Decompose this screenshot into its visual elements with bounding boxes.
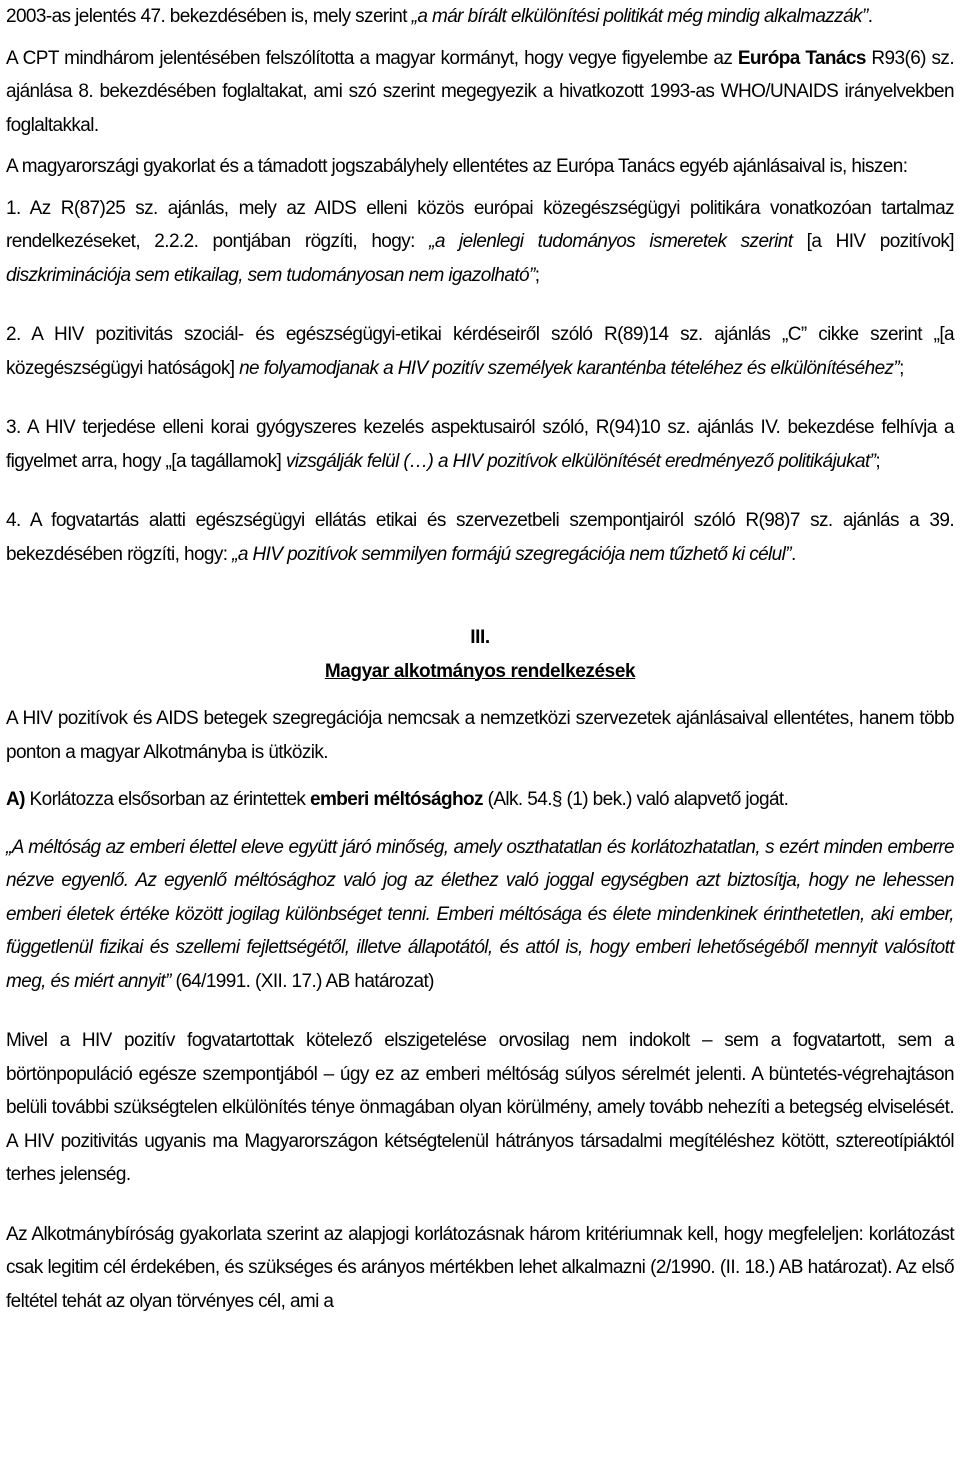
text: [a HIV pozitívok]	[792, 231, 954, 252]
text: .	[791, 543, 796, 565]
paragraph-cpt-recommendation	[6, 42, 954, 143]
paragraph-constitutional-court: Az Alkotmánybíróság gyakorlata szerint az alapjogi korlátozásnak három kritériumnak kell, hogy megfeleljen: korlátozást csak legitim cél érdekében, és szükséges és arányos mértékben lehet alkalmazni (2/1990. (II. 18.) AB határozat). Az első feltétel tehát az olyan törvényes cél, ami a	[6, 1223, 954, 1312]
bold-term: emberi méltósághoz	[310, 789, 483, 810]
list-item-4	[6, 504, 954, 571]
text: (Alk. 54.§ (1) bek.) való alapvető jogát.	[482, 789, 789, 810]
text: ;	[899, 357, 904, 379]
point-label: A)	[6, 789, 25, 810]
text: .	[867, 6, 873, 27]
paragraph-isolation-dignity: Mivel a HIV pozitív fogvatartottak kötelező elszigetelése orvosilag nem indokolt – sem a fogvatartott, sem a börtönpopuláció egésze szempontjából – úgy ez az emberi méltóság súlyos sérelmét jelenti. A büntetés-végrehajtáson belüli további szükségtelen elkülönítés ténye önmagában olyan körülmény, amely tovább nehezíti a betegség elviselését. A HIV pozitivitás ugyanis ma Magyarországon kétségtelenül hátrányos társadalmi megítéléshez kötött, sztereotípiáktól terhes jelenség.	[6, 1030, 954, 1185]
section-title: Magyar alkotmányos rendelkezések	[324, 660, 636, 682]
quote: ne folyamodjanak a HIV pozitív személyek karanténba tételéhez és elkülönítéséhez”	[239, 357, 900, 379]
quote: diszkriminációja sem etikailag, sem tudományosan nem igazolható”	[6, 264, 535, 286]
text: 2. A HIV pozitivitás szociál- és egészségügyi-etikai kérdéseiről szóló R(89)14 sz. ajánlás „C” cikke szerint „[a közegészségügyi hatóságok]	[6, 324, 954, 379]
text: 3. A HIV terjedése elleni korai gyógyszeres kezelés aspektusairól szóló, R(94)10 sz. ajánlás IV. bekezdése felhívja a figyelmet arra, hogy „[a tagállamok]	[6, 417, 954, 472]
quote: vizsgálják felül (…) a HIV pozitívok elkülönítését eredményező politikájukat”	[285, 450, 876, 472]
quote: „a HIV pozitívok semmilyen formájú szegregációja nem tűzhető ki célul”	[232, 543, 791, 565]
list-item-2	[6, 318, 954, 385]
text: 2003-as jelentés 47. bekezdésében is, mely szerint	[6, 6, 412, 27]
section-number: III.	[470, 627, 490, 648]
quote: „a már bírált elkülönítési politikát még mindig alkalmazzák”	[411, 6, 868, 27]
quote: „A méltóság az emberi élettel eleve együtt járó minőség, amely oszthatatlan és korlátozhatatlan, s ezért minden emberre nézve egyenlő. Az egyenlő méltósághoz való jog az élethez való joggal egységben azt biztosítja, hogy ne lehessen emberi életek értéke között jogilag különbséget tenni. Emberi méltósága és élete mindenkinek érinthetetlen, aki ember, függetlenül fizikai és szellemi fejlettségétől, illetve állapotától, és attól is, hogy emberi lehetőségéből mennyit valósított meg, és miért annyit”	[6, 836, 954, 992]
text: ;	[875, 450, 881, 472]
text: Korlátozza elsősorban az érintettek	[24, 789, 310, 810]
list-item-3	[6, 411, 954, 478]
paragraph-ab-quote	[6, 831, 954, 999]
paragraph-cpt-report-2003	[6, 0, 954, 34]
list-item-1	[6, 192, 954, 293]
text: 4. A fogvatartás alatti egészségügyi ellátás etikai és szervezetbeli szempontjairól szóló R(98)7 sz. ajánlás a 39. bekezdésében rögzíti, hogy:	[6, 510, 954, 565]
text: 1. Az R(87)25 sz. ajánlás, mely az AIDS elleni közös európai közegészségügyi politikára vonatkozóan tartalmaz rendelkezéseket, 2.2.2. pontjában rögzíti, hogy:	[6, 197, 954, 252]
text: A CPT mindhárom jelentésében felszólította a magyar kormányt, hogy vegye figyelembe az	[6, 47, 738, 69]
paragraph-segregation-constitution: A HIV pozitívok és AIDS betegek szegregációja nemcsak a nemzetközi szervezetek ajánlásaival ellentétes, hanem több ponton a magyar Alkotmányba is ütközik.	[6, 708, 954, 763]
citation: (64/1991. (XII. 17.) AB határozat)	[170, 970, 434, 992]
paragraph-practice-contrary: A magyarországi gyakorlat és a támadott jogszabályhely ellentétes az Európa Tanács egyéb ajánlásaival is, hiszen:	[6, 156, 908, 177]
text: R93(6) sz. ajánlása 8. bekezdésében foglaltakat, ami szó szerint megegyezik a hivatkozott 1993-as WHO/UNAIDS irányelvekben foglaltakkal.	[6, 47, 954, 136]
quote: „a jelenlegi tudományos ismeretek szerint	[429, 231, 793, 252]
text: ;	[534, 264, 540, 286]
bold-term: Európa Tanács	[737, 47, 866, 69]
paragraph-human-dignity	[6, 783, 954, 817]
